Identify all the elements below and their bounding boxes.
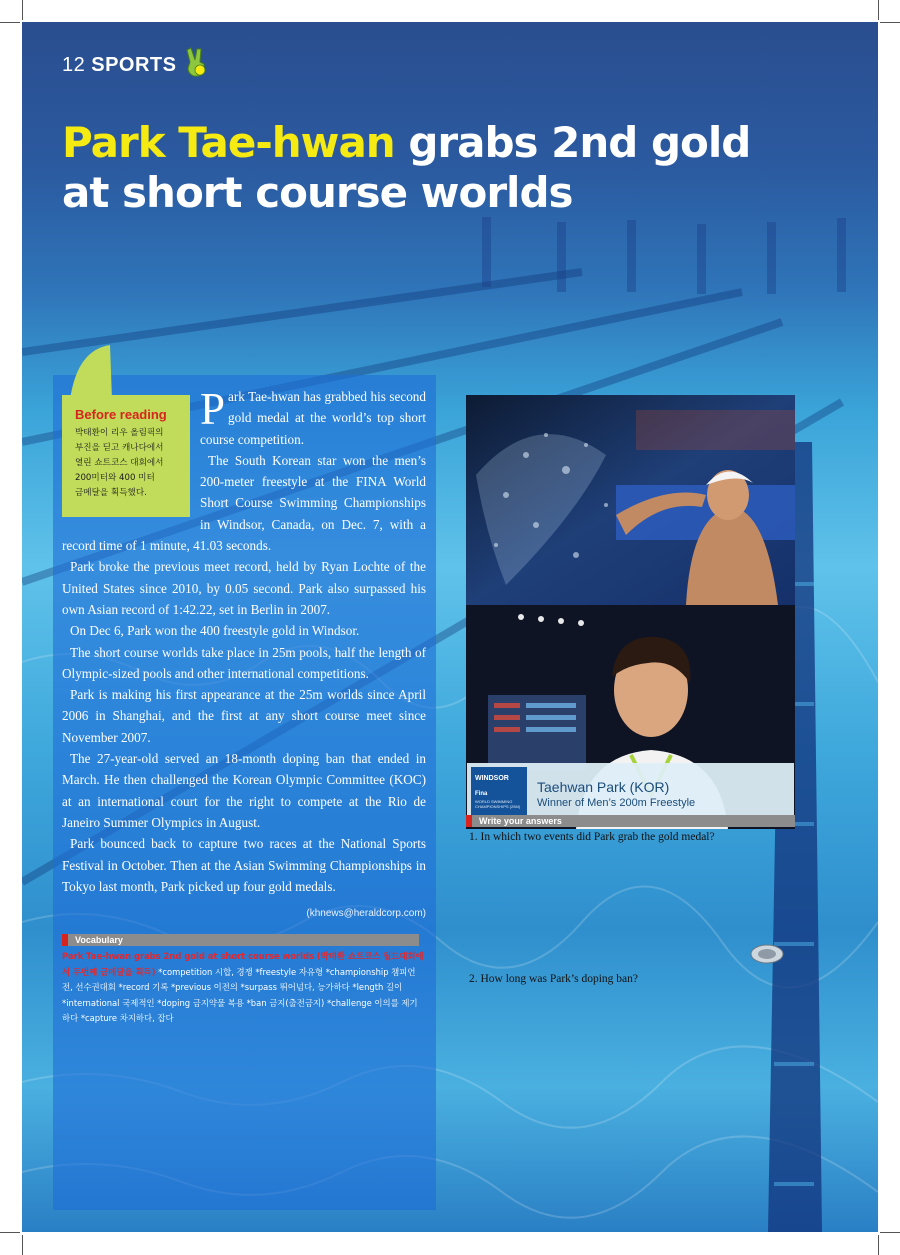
crop-mark bbox=[880, 1232, 900, 1233]
vocabulary-label: Vocabulary bbox=[75, 935, 123, 945]
vocabulary-text bbox=[62, 949, 424, 1027]
article-paragraph: Park bounced back to capture two races at the National Sports Festival in October. Then at the Asian Swimming Championships in Tokyo last month, Park picked up four gold medals. bbox=[62, 836, 426, 894]
crop-mark bbox=[880, 22, 900, 23]
section-header bbox=[62, 54, 177, 77]
championship-logo: WINDSOR Fina WORLD SWIMMING CHAMPIONSHIPS (25M) bbox=[471, 767, 527, 817]
crop-mark bbox=[22, 0, 23, 20]
before-reading-line: 금메달을 획득했다. bbox=[75, 488, 147, 498]
crop-mark bbox=[22, 1235, 23, 1255]
crop-mark bbox=[0, 1232, 20, 1233]
article-credit: (khnews@heraldcorp.com) bbox=[306, 908, 426, 920]
article-paragraph: The South Korean star won the men’s 200-meter freestyle at the FINA World Short Course Swimming Championships in Windsor, Canada, on Dec. 7, with a record time of 1 minute, 41.03 seconds. bbox=[62, 452, 426, 554]
caption-name: Taehwan Park (KOR) bbox=[537, 779, 670, 795]
vocabulary-title: Park Tae-hwan grabs 2nd gold at short course worlds (박태환 쇼트코스 월드대회에서 두번째 금메달을 획득) bbox=[62, 951, 424, 977]
headline-highlight: Park Tae-hwan bbox=[62, 118, 395, 167]
caption-subtitle: Winner of Men’s 200m Freestyle bbox=[537, 797, 696, 809]
swimmer-pool-photo bbox=[466, 395, 795, 605]
headline-line1: grabs 2nd gold bbox=[394, 118, 751, 167]
headline-line2: at short course worlds bbox=[62, 168, 573, 217]
photo-caption bbox=[467, 763, 794, 819]
article-body bbox=[62, 386, 426, 924]
headline bbox=[62, 118, 802, 218]
crop-mark bbox=[878, 1235, 879, 1255]
photo-panel bbox=[466, 395, 795, 829]
write-answers-bar bbox=[466, 815, 795, 827]
before-reading-line: 부진을 딛고 캐나다에서 bbox=[75, 443, 164, 453]
article-paragraph: Park is making his first appearance at the 25m worlds since April 2006 in Shanghai, and the first at any short course meet since November 2007. bbox=[62, 687, 426, 745]
victory-hand-icon bbox=[182, 46, 212, 78]
article-paragraph: The short course worlds take place in 25m pools, half the length of Olympic-sized pools and other international competitions. bbox=[62, 644, 426, 681]
write-answers-label: Write your answers bbox=[479, 816, 562, 826]
article-paragraph: Park broke the previous meet record, held by Ryan Lochte of the United States since 2010, by 0.05 second. Park also surpassed his own Asian record of 1:42.22, set in Berlin in 2007. bbox=[62, 559, 426, 617]
section-name: SPORTS bbox=[91, 54, 177, 76]
question-2: 2. How long was Park’s doping ban? bbox=[469, 973, 638, 985]
page-number: 12 bbox=[62, 54, 86, 76]
dropcap: P bbox=[200, 384, 226, 434]
article-paragraph: The 27-year-old served an 18-month doping ban that ended in March. He then challenged the Korean Olympic Committee (KOC) at an international court for the right to compete at the Rio de Janeiro Summer Olympics in August. bbox=[62, 751, 426, 830]
crop-mark bbox=[0, 22, 20, 23]
vocabulary-entries: *competition 시합, 경쟁 *freestyle 자유형 *championship 챔피언전, 선수권대회 *record 기록 *previous 이전의 *surpass 뛰어넘다, 능가하다 *length 길이 *international 국제적인 *doping 금지약물 복용 *ban 금지(출전금지) *challenge 이의를 제기하다 *capture 차지하다, 잡다 bbox=[62, 966, 418, 1023]
before-reading-line: 박태환이 리우 올림픽의 bbox=[75, 428, 164, 438]
article-paragraph: Park Tae-hwan has grabbed his second gold medal at the world’s top short course competition. bbox=[200, 384, 426, 447]
article-paragraph: On Dec 6, Park won the 400 freestyle gold in Windsor. bbox=[70, 623, 360, 639]
before-reading-line: 200미터와 400 미터 bbox=[75, 473, 155, 483]
before-reading-title: Before reading bbox=[75, 407, 167, 422]
vocabulary-bar bbox=[62, 934, 419, 946]
pool-drain bbox=[750, 943, 784, 965]
crop-mark bbox=[878, 0, 879, 20]
before-reading-line: 열린 쇼트코스 대회에서 bbox=[75, 458, 164, 468]
question-1: 1. In which two events did Park grab the gold medal? bbox=[469, 831, 715, 843]
